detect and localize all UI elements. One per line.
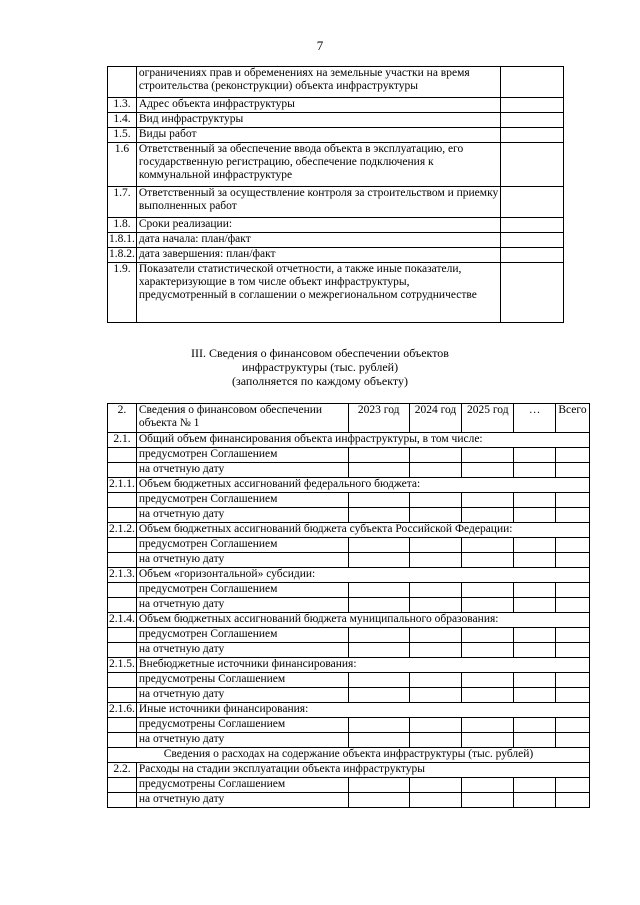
value-cell <box>409 583 462 598</box>
value-cell <box>409 673 462 688</box>
value-cell <box>348 553 409 568</box>
value-cell <box>409 733 462 748</box>
header-year-2025: 2025 год <box>462 404 514 433</box>
financing-sub-row <box>108 553 590 568</box>
value-cell <box>348 778 409 793</box>
expenses-header: Сведения о расходах на содержание объекта инфраструктуры (тыс. рублей) <box>108 748 590 763</box>
value-cell <box>462 673 514 688</box>
object-info-row <box>108 218 564 233</box>
value-cell <box>555 463 589 478</box>
financing-header-row <box>108 404 590 433</box>
section-title-line2: инфраструктуры (тыс. рублей) <box>241 360 399 374</box>
value-cell <box>462 778 514 793</box>
header-year-2023: 2023 год <box>348 404 409 433</box>
value-cell <box>514 493 556 508</box>
value-cell <box>348 643 409 658</box>
value-cell <box>462 493 514 508</box>
sub-row-label: на отчетную дату <box>136 793 348 808</box>
value-cell <box>514 793 556 808</box>
sub-row-label: на отчетную дату <box>136 508 348 523</box>
header-num: 2. <box>108 404 137 433</box>
section-title-line3: (заполняется по каждому объекту) <box>232 374 408 388</box>
empty-num-cell <box>108 448 137 463</box>
group-number: 2.1.3. <box>108 568 137 583</box>
empty-num-cell <box>108 718 137 733</box>
value-cell <box>555 508 589 523</box>
object-info-row <box>108 233 564 248</box>
value-cell <box>409 493 462 508</box>
value-cell <box>348 493 409 508</box>
financing-sub-row <box>108 793 590 808</box>
group-title: Внебюджетные источники финансирования: <box>136 658 589 673</box>
value-cell <box>555 643 589 658</box>
sub-row-label: предусмотрен Соглашением <box>136 583 348 598</box>
object-info-row <box>108 98 564 113</box>
object-info-row <box>108 263 564 323</box>
value-cell <box>409 718 462 733</box>
value-cell <box>555 733 589 748</box>
expenses-header-row <box>108 748 590 763</box>
row-number: 1.8.2. <box>108 248 137 263</box>
value-cell <box>514 553 556 568</box>
group-number: 2.1.5. <box>108 658 137 673</box>
sub-row-label: предусмотрен Соглашением <box>136 538 348 553</box>
empty-num-cell <box>108 688 137 703</box>
sub-row-label: на отчетную дату <box>136 643 348 658</box>
empty-num-cell <box>108 643 137 658</box>
value-cell <box>348 463 409 478</box>
sub-row-label: предусмотрены Соглашением <box>136 673 348 688</box>
object-info-row <box>108 248 564 263</box>
group-number: 2.1.2. <box>108 523 137 538</box>
value-cell <box>555 598 589 613</box>
row-value-cell <box>501 248 564 263</box>
value-cell <box>348 673 409 688</box>
value-cell <box>514 628 556 643</box>
value-cell <box>409 688 462 703</box>
row-label: Показатели статистической отчетности, а также иные показатели, характеризующие в том числе объект инфраструктуры, предусмотренный в соглашении о межрегиональном сотрудничестве <box>136 263 500 323</box>
value-cell <box>555 793 589 808</box>
row-label: дата завершения: план/факт <box>136 248 500 263</box>
empty-num-cell <box>108 463 137 478</box>
row-number: 1.3. <box>108 98 137 113</box>
value-cell <box>462 583 514 598</box>
value-cell <box>555 673 589 688</box>
financing-sub-row <box>108 673 590 688</box>
header-ellipsis: … <box>514 404 556 433</box>
group-number: 2.1.6. <box>108 703 137 718</box>
row-label: Виды работ <box>136 128 500 143</box>
value-cell <box>409 598 462 613</box>
group-title: Объем бюджетных ассигнований бюджета субъекта Российской Федерации: <box>136 523 589 538</box>
financing-group-row <box>108 433 590 448</box>
value-cell <box>348 793 409 808</box>
row-value-cell <box>501 113 564 128</box>
row-value-cell <box>501 233 564 248</box>
sub-row-label: предусмотрены Соглашением <box>136 778 348 793</box>
object-info-row <box>108 113 564 128</box>
value-cell <box>462 448 514 463</box>
row-value-cell <box>501 128 564 143</box>
value-cell <box>462 598 514 613</box>
row-label: Ответственный за осуществление контроля за строительством и приемку выполненных работ <box>136 187 500 218</box>
value-cell <box>555 778 589 793</box>
sub-row-label: предусмотрен Соглашением <box>136 628 348 643</box>
group-number: 2.1. <box>108 433 137 448</box>
financing-sub-row <box>108 643 590 658</box>
group-number: 2.1.4. <box>108 613 137 628</box>
row-number: 1.4. <box>108 113 137 128</box>
row-number: 1.5. <box>108 128 137 143</box>
value-cell <box>555 553 589 568</box>
financing-sub-row <box>108 718 590 733</box>
financing-group-row <box>108 763 590 778</box>
page-number: 7 <box>316 38 324 53</box>
group-title: Иные источники финансирования: <box>136 703 589 718</box>
financing-group-row <box>108 568 590 583</box>
financing-sub-row <box>108 538 590 553</box>
object-info-row <box>108 128 564 143</box>
value-cell <box>514 688 556 703</box>
group-title: Объем бюджетных ассигнований бюджета муниципального образования: <box>136 613 589 628</box>
row-number <box>108 67 137 98</box>
financing-sub-row <box>108 493 590 508</box>
value-cell <box>348 598 409 613</box>
value-cell <box>514 583 556 598</box>
financing-group-row <box>108 523 590 538</box>
value-cell <box>348 733 409 748</box>
group-number: 2.2. <box>108 763 137 778</box>
financing-sub-row <box>108 778 590 793</box>
financing-sub-row <box>108 583 590 598</box>
sub-row-label: на отчетную дату <box>136 463 348 478</box>
header-year-2024: 2024 год <box>409 404 462 433</box>
empty-num-cell <box>108 508 137 523</box>
sub-row-label: на отчетную дату <box>136 733 348 748</box>
financing-sub-row <box>108 598 590 613</box>
value-cell <box>514 448 556 463</box>
financing-sub-row <box>108 733 590 748</box>
value-cell <box>462 718 514 733</box>
object-info-row <box>108 143 564 187</box>
value-cell <box>348 448 409 463</box>
value-cell <box>514 508 556 523</box>
value-cell <box>462 733 514 748</box>
row-label: Сроки реализации: <box>136 218 500 233</box>
value-cell <box>462 688 514 703</box>
value-cell <box>462 463 514 478</box>
empty-num-cell <box>108 583 137 598</box>
section-title-line1: III. Сведения о финансовом обеспечении объектов <box>191 346 449 360</box>
financing-group-row <box>108 658 590 673</box>
value-cell <box>348 583 409 598</box>
financing-sub-row <box>108 508 590 523</box>
value-cell <box>555 538 589 553</box>
empty-num-cell <box>108 793 137 808</box>
value-cell <box>555 493 589 508</box>
row-number: 1.7. <box>108 187 137 218</box>
value-cell <box>555 628 589 643</box>
group-title: Объем бюджетных ассигнований федерального бюджета: <box>136 478 589 493</box>
value-cell <box>514 598 556 613</box>
row-number: 1.6 <box>108 143 137 187</box>
financing-sub-row <box>108 688 590 703</box>
row-number: 1.8.1. <box>108 233 137 248</box>
value-cell <box>348 508 409 523</box>
financing-sub-row <box>108 628 590 643</box>
object-info-table <box>107 66 564 323</box>
row-label: дата начала: план/факт <box>136 233 500 248</box>
sub-row-label: на отчетную дату <box>136 598 348 613</box>
value-cell <box>462 643 514 658</box>
value-cell <box>409 538 462 553</box>
value-cell <box>409 463 462 478</box>
group-title: Общий объем финансирования объекта инфраструктуры, в том числе: <box>136 433 589 448</box>
row-value-cell <box>501 218 564 233</box>
row-value-cell <box>501 98 564 113</box>
value-cell <box>409 448 462 463</box>
value-cell <box>462 553 514 568</box>
row-value-cell <box>501 187 564 218</box>
row-label: Адрес объекта инфраструктуры <box>136 98 500 113</box>
value-cell <box>555 448 589 463</box>
value-cell <box>409 508 462 523</box>
empty-num-cell <box>108 538 137 553</box>
row-value-cell <box>501 263 564 323</box>
value-cell <box>348 718 409 733</box>
empty-num-cell <box>108 673 137 688</box>
group-number: 2.1.1. <box>108 478 137 493</box>
value-cell <box>462 508 514 523</box>
value-cell <box>462 628 514 643</box>
group-title: Объем «горизонтальной» субсидии: <box>136 568 589 583</box>
financing-sub-row <box>108 463 590 478</box>
row-label: Ответственный за обеспечение ввода объекта в эксплуатацию, его государственную регистрацию, обеспечение подключения к коммунальной инфраструктуре <box>136 143 500 187</box>
value-cell <box>514 643 556 658</box>
value-cell <box>555 583 589 598</box>
value-cell <box>409 628 462 643</box>
value-cell <box>514 463 556 478</box>
value-cell <box>462 793 514 808</box>
header-title: Сведения о финансовом обеспечении объекта № 1 <box>136 404 348 433</box>
value-cell <box>514 733 556 748</box>
value-cell <box>348 538 409 553</box>
sub-row-label: предусмотрен Соглашением <box>136 448 348 463</box>
value-cell <box>514 673 556 688</box>
value-cell <box>348 628 409 643</box>
financing-table <box>107 403 590 808</box>
value-cell <box>409 643 462 658</box>
empty-num-cell <box>108 778 137 793</box>
row-label: Вид инфраструктуры <box>136 113 500 128</box>
value-cell <box>348 688 409 703</box>
header-total: Всего <box>555 404 589 433</box>
row-value-cell <box>501 143 564 187</box>
row-number: 1.8. <box>108 218 137 233</box>
financing-group-row <box>108 703 590 718</box>
row-number: 1.9. <box>108 263 137 323</box>
sub-row-label: на отчетную дату <box>136 688 348 703</box>
value-cell <box>514 718 556 733</box>
value-cell <box>409 778 462 793</box>
empty-num-cell <box>108 493 137 508</box>
group-title: Расходы на стадии эксплуатации объекта инфраструктуры <box>136 763 589 778</box>
empty-num-cell <box>108 733 137 748</box>
empty-num-cell <box>108 628 137 643</box>
row-value-cell <box>501 67 564 98</box>
value-cell <box>555 718 589 733</box>
row-label: ограничениях прав и обременениях на земельные участки на время строительства (реконструкции) объекта инфраструктуры <box>136 67 500 98</box>
financing-sub-row <box>108 448 590 463</box>
value-cell <box>462 538 514 553</box>
section-title <box>0 346 640 388</box>
object-info-row <box>108 67 564 98</box>
value-cell <box>514 778 556 793</box>
sub-row-label: на отчетную дату <box>136 553 348 568</box>
sub-row-label: предусмотрены Соглашением <box>136 718 348 733</box>
value-cell <box>555 688 589 703</box>
financing-group-row <box>108 478 590 493</box>
value-cell <box>514 538 556 553</box>
sub-row-label: предусмотрен Соглашением <box>136 493 348 508</box>
value-cell <box>409 793 462 808</box>
empty-num-cell <box>108 598 137 613</box>
financing-group-row <box>108 613 590 628</box>
value-cell <box>409 553 462 568</box>
object-info-row <box>108 187 564 218</box>
empty-num-cell <box>108 553 137 568</box>
